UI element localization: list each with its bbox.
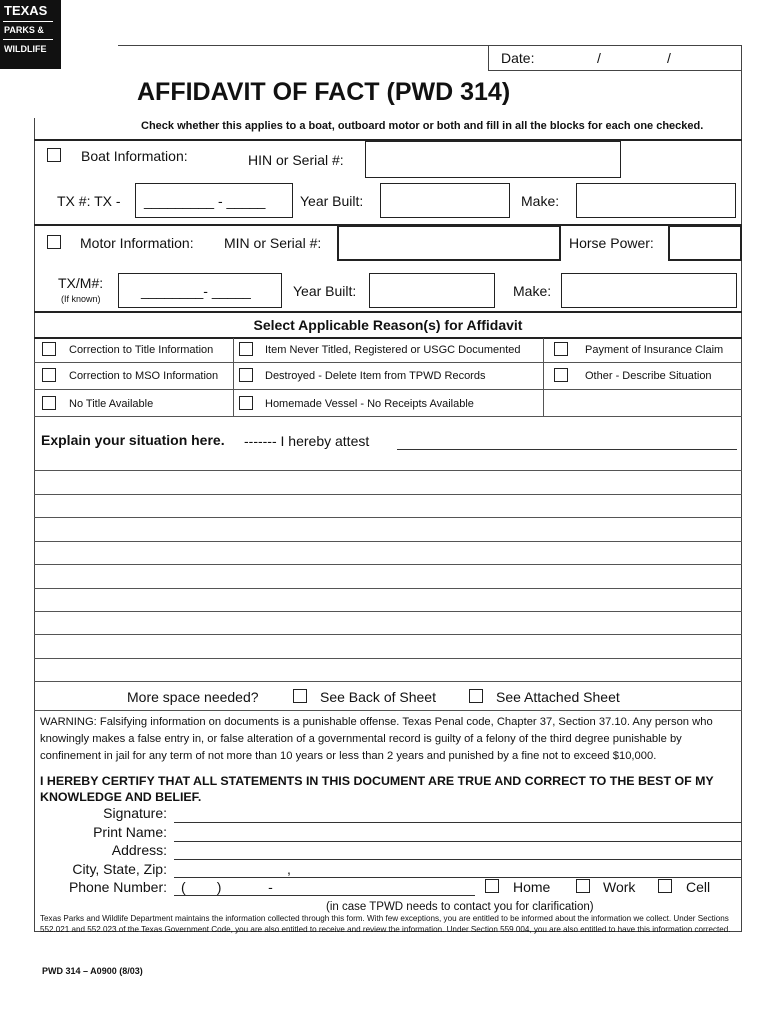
contact-note: (in case TPWD needs to contact you for clarification) [326,901,594,913]
home-checkbox[interactable] [485,879,499,893]
phone-mask: ( ) - [181,879,273,895]
city-state-zip-field[interactable] [174,877,741,878]
instruction-text: Check whether this applies to a boat, outboard motor or both and fill in all the blocks for each one checked. [141,120,704,132]
logo-text: TEXAS [4,3,48,18]
hin-input[interactable] [365,141,621,178]
form-number: PWD 314 – A0900 (8/03) [42,966,143,976]
print-name-label: Print Name: [93,824,167,840]
signature-label: Signature: [103,805,167,821]
reason-checkbox[interactable] [239,396,253,410]
logo-text: PARKS & [4,25,44,35]
reason-checkbox[interactable] [42,342,56,356]
cell-checkbox[interactable] [658,879,672,893]
more-space-label: More space needed? [127,689,259,705]
txm-mask: ________- _____ [141,283,251,299]
date-field[interactable] [488,45,741,71]
min-input[interactable] [337,225,561,261]
see-attached-checkbox[interactable] [469,689,483,703]
phone-field[interactable] [174,895,475,896]
see-attached-label: See Attached Sheet [496,689,620,705]
boat-label: Boat Information: [81,148,188,164]
make-label: Make: [521,193,560,209]
reason-checkbox[interactable] [239,342,253,356]
motor-checkbox[interactable] [47,235,61,249]
txm-note: (If known) [61,294,101,304]
reason-label: Correction to MSO Information [69,370,219,382]
attest-text: ------- I hereby attest [244,433,370,449]
work-label: Work [603,879,636,895]
tx-mask: _________ - _____ [144,193,266,209]
city-comma: , [287,861,291,877]
tx-number-input[interactable] [135,183,293,218]
see-back-checkbox[interactable] [293,689,307,703]
reason-label: Destroyed - Delete Item from TPWD Records [265,370,486,382]
page-title: AFFIDAVIT OF FACT (PWD 314) [137,78,511,106]
reason-label: Item Never Titled, Registered or USGC Documented [265,344,521,356]
print-name-field[interactable] [174,841,741,842]
reason-checkbox[interactable] [42,368,56,382]
reason-label: No Title Available [69,398,154,410]
phone-label: Phone Number: [68,879,167,895]
year-built-label: Year Built: [293,283,357,299]
warning-text: WARNING: Falsifying information on documents is a punishable offense. Texas Penal code, Chapter 37, Section 37.10. Any person who knowingly makes a false entry in, or false alteration of a governmental record is guilty of a felony of the third degree punishable by confinement in jail for any term of not more than 10 years or less than 2 years and punished by a fine not to exceed $10,000. [40,716,713,762]
txm-input[interactable] [118,273,282,308]
work-checkbox[interactable] [576,879,590,893]
address-field[interactable] [174,859,741,860]
date-separator: / [667,50,671,66]
city-state-zip-label: City, State, Zip: [72,861,167,877]
motor-make-input[interactable] [561,273,737,308]
reason-checkbox[interactable] [554,368,568,382]
privacy-notice: Texas Parks and Wildlife Department maintains the information collected through this form. With few exceptions, you are entitled to be informed about the information we collect. Under Sections 552.021 and 552.023 of the Texas Government Code, you are also entitled to receive and review the information. Under Section 559.004, you are also entitled to have this information corrected. [40,914,731,934]
reason-checkbox[interactable] [239,368,253,382]
reason-checkbox[interactable] [554,342,568,356]
reason-checkbox[interactable] [42,396,56,410]
tx-label: TX #: TX - [57,193,121,209]
boat-checkbox[interactable] [47,148,61,162]
date-label: Date: [501,50,535,66]
year-built-label: Year Built: [300,193,364,209]
address-label: Address: [111,842,167,858]
min-label: MIN or Serial #: [224,235,322,251]
date-separator: / [597,50,601,66]
logo-text: WILDLIFE [4,44,47,54]
reason-label: Correction to Title Information [69,344,214,356]
reason-label: Payment of Insurance Claim [585,344,724,356]
signature-field[interactable] [174,822,741,823]
motor-year-built-input[interactable] [369,273,495,308]
horse-power-label: Horse Power: [569,235,654,251]
certify-text: I HEREBY CERTIFY THAT ALL STATEMENTS IN THIS DOCUMENT ARE TRUE AND CORRECT TO THE BEST OF MY KNOWLEDGE AND BELIEF. [40,774,714,804]
see-back-label: See Back of Sheet [320,689,436,705]
reason-label: Homemade Vessel - No Receipts Available [265,398,474,410]
make-label: Make: [513,283,552,299]
horse-power-input[interactable] [668,225,742,261]
txm-label: TX/M#: [58,275,104,291]
hin-label: HIN or Serial #: [248,152,344,168]
reason-label: Other - Describe Situation [585,370,712,382]
motor-label: Motor Information: [80,235,194,251]
tpwd-logo [0,0,60,68]
home-label: Home [513,879,551,895]
boat-make-input[interactable] [576,183,736,218]
explain-label: Explain your situation here. [41,432,225,448]
boat-year-built-input[interactable] [380,183,510,218]
cell-label: Cell [686,879,711,895]
reasons-heading: Select Applicable Reason(s) for Affidavit [253,317,523,333]
